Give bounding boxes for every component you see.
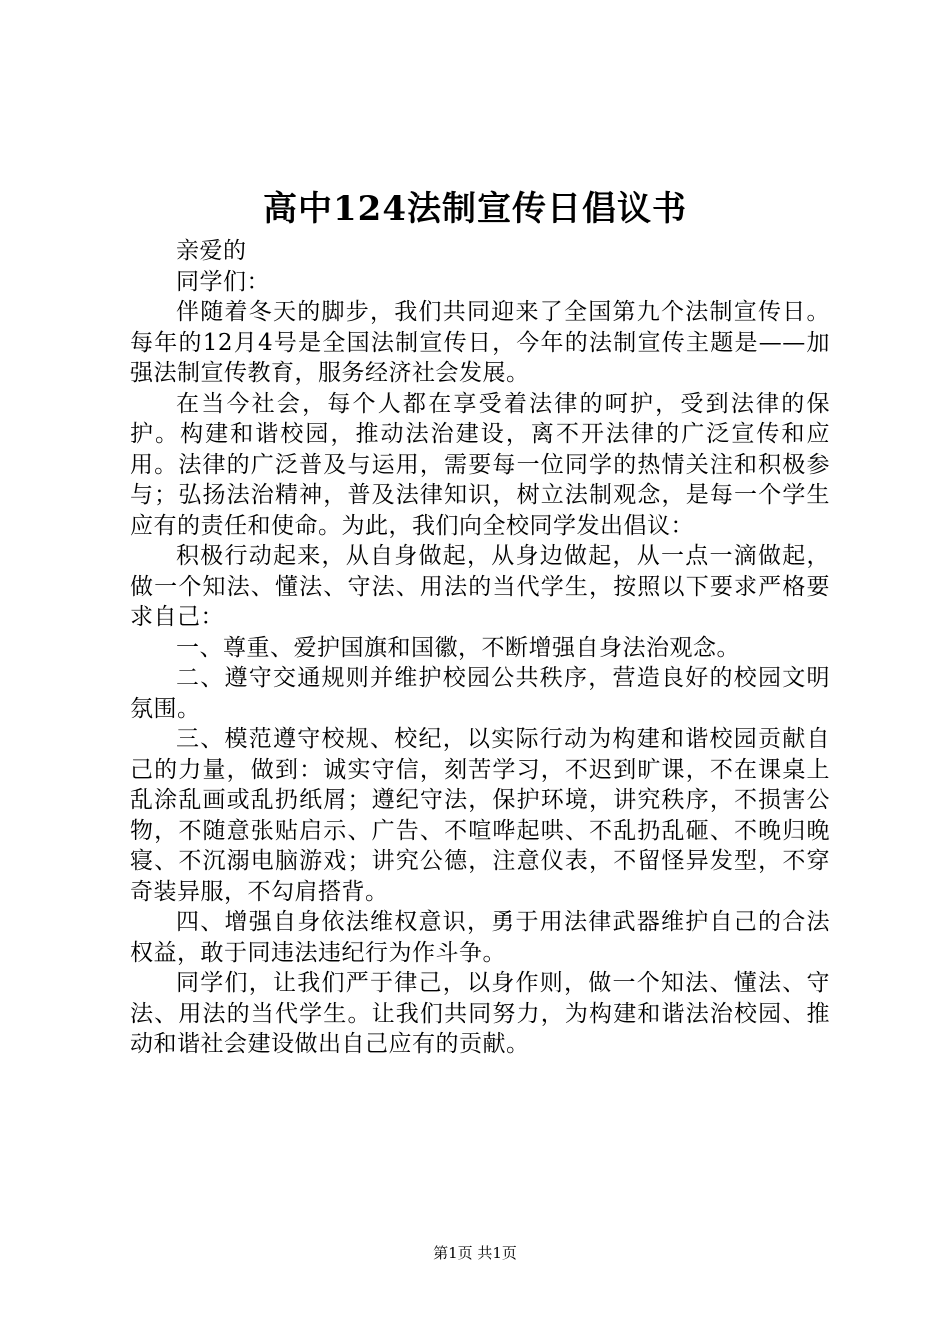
page-number-footer: 第1页 共1页: [433, 1244, 517, 1262]
list-item-2: 二、遵守交通规则并维护校园公共秩序，营造良好的校园文明氛围。: [130, 665, 830, 722]
salutation-line-1: 亲爱的: [176, 238, 247, 264]
paragraph-closing: 同学们，让我们严于律己，以身作则，做一个知法、懂法、守法、用法的当代学生。让我们共同努力，为构建和谐法治校园、推动和谐社会建设做出自己应有的贡献。: [130, 970, 830, 1057]
document-body: [130, 236, 830, 1060]
paragraph-context: 在当今社会，每个人都在享受着法律的呵护，受到法律的保护。构建和谐校园，推动法治建设，离不开法律的广泛宣传和应用。法律的广泛普及与运用，需要每一位同学的热情关注和积极参与；弘扬法治精神，普及法律知识，树立法制观念，是每一个学生应有的责任和使命。为此，我们向全校同学发出倡议：: [130, 390, 830, 539]
list-item-3: 三、模范遵守校规、校纪，以实际行动为构建和谐校园贡献自己的力量，做到：诚实守信，刻苦学习，不迟到旷课，不在课桌上乱涂乱画或乱扔纸屑；遵纪守法，保护环境，讲究秩序，不损害公物，不随意张贴启示、广告、不喧哗起哄、不乱扔乱砸、不晚归晚寝、不沉溺电脑游戏；讲究公德，注意仪表，不留怪异发型，不穿奇装异服，不勾肩搭背。: [130, 726, 830, 905]
paragraph-intro: 伴随着冬天的脚步，我们共同迎来了全国第九个法制宣传日。每年的12月4号是全国法制宣传日，今年的法制宣传主题是——加强法制宣传教育，服务经济社会发展。: [130, 299, 830, 386]
document-title: 高中124法制宣传日倡议书: [263, 189, 687, 229]
salutation-line-2: 同学们：: [176, 268, 270, 295]
list-item-4: 四、增强自身依法维权意识，勇于用法律武器维护自己的合法权益，敢于同违法违纪行为作斗争。: [130, 909, 830, 966]
paragraph-call-to-action: 积极行动起来，从自身做起，从身边做起，从一点一滴做起，做一个知法、懂法、守法、用法的当代学生，按照以下要求严格要求自己：: [130, 543, 830, 630]
list-item-1: 一、尊重、爱护国旗和国徽，不断增强自身法治观念。: [176, 634, 740, 661]
